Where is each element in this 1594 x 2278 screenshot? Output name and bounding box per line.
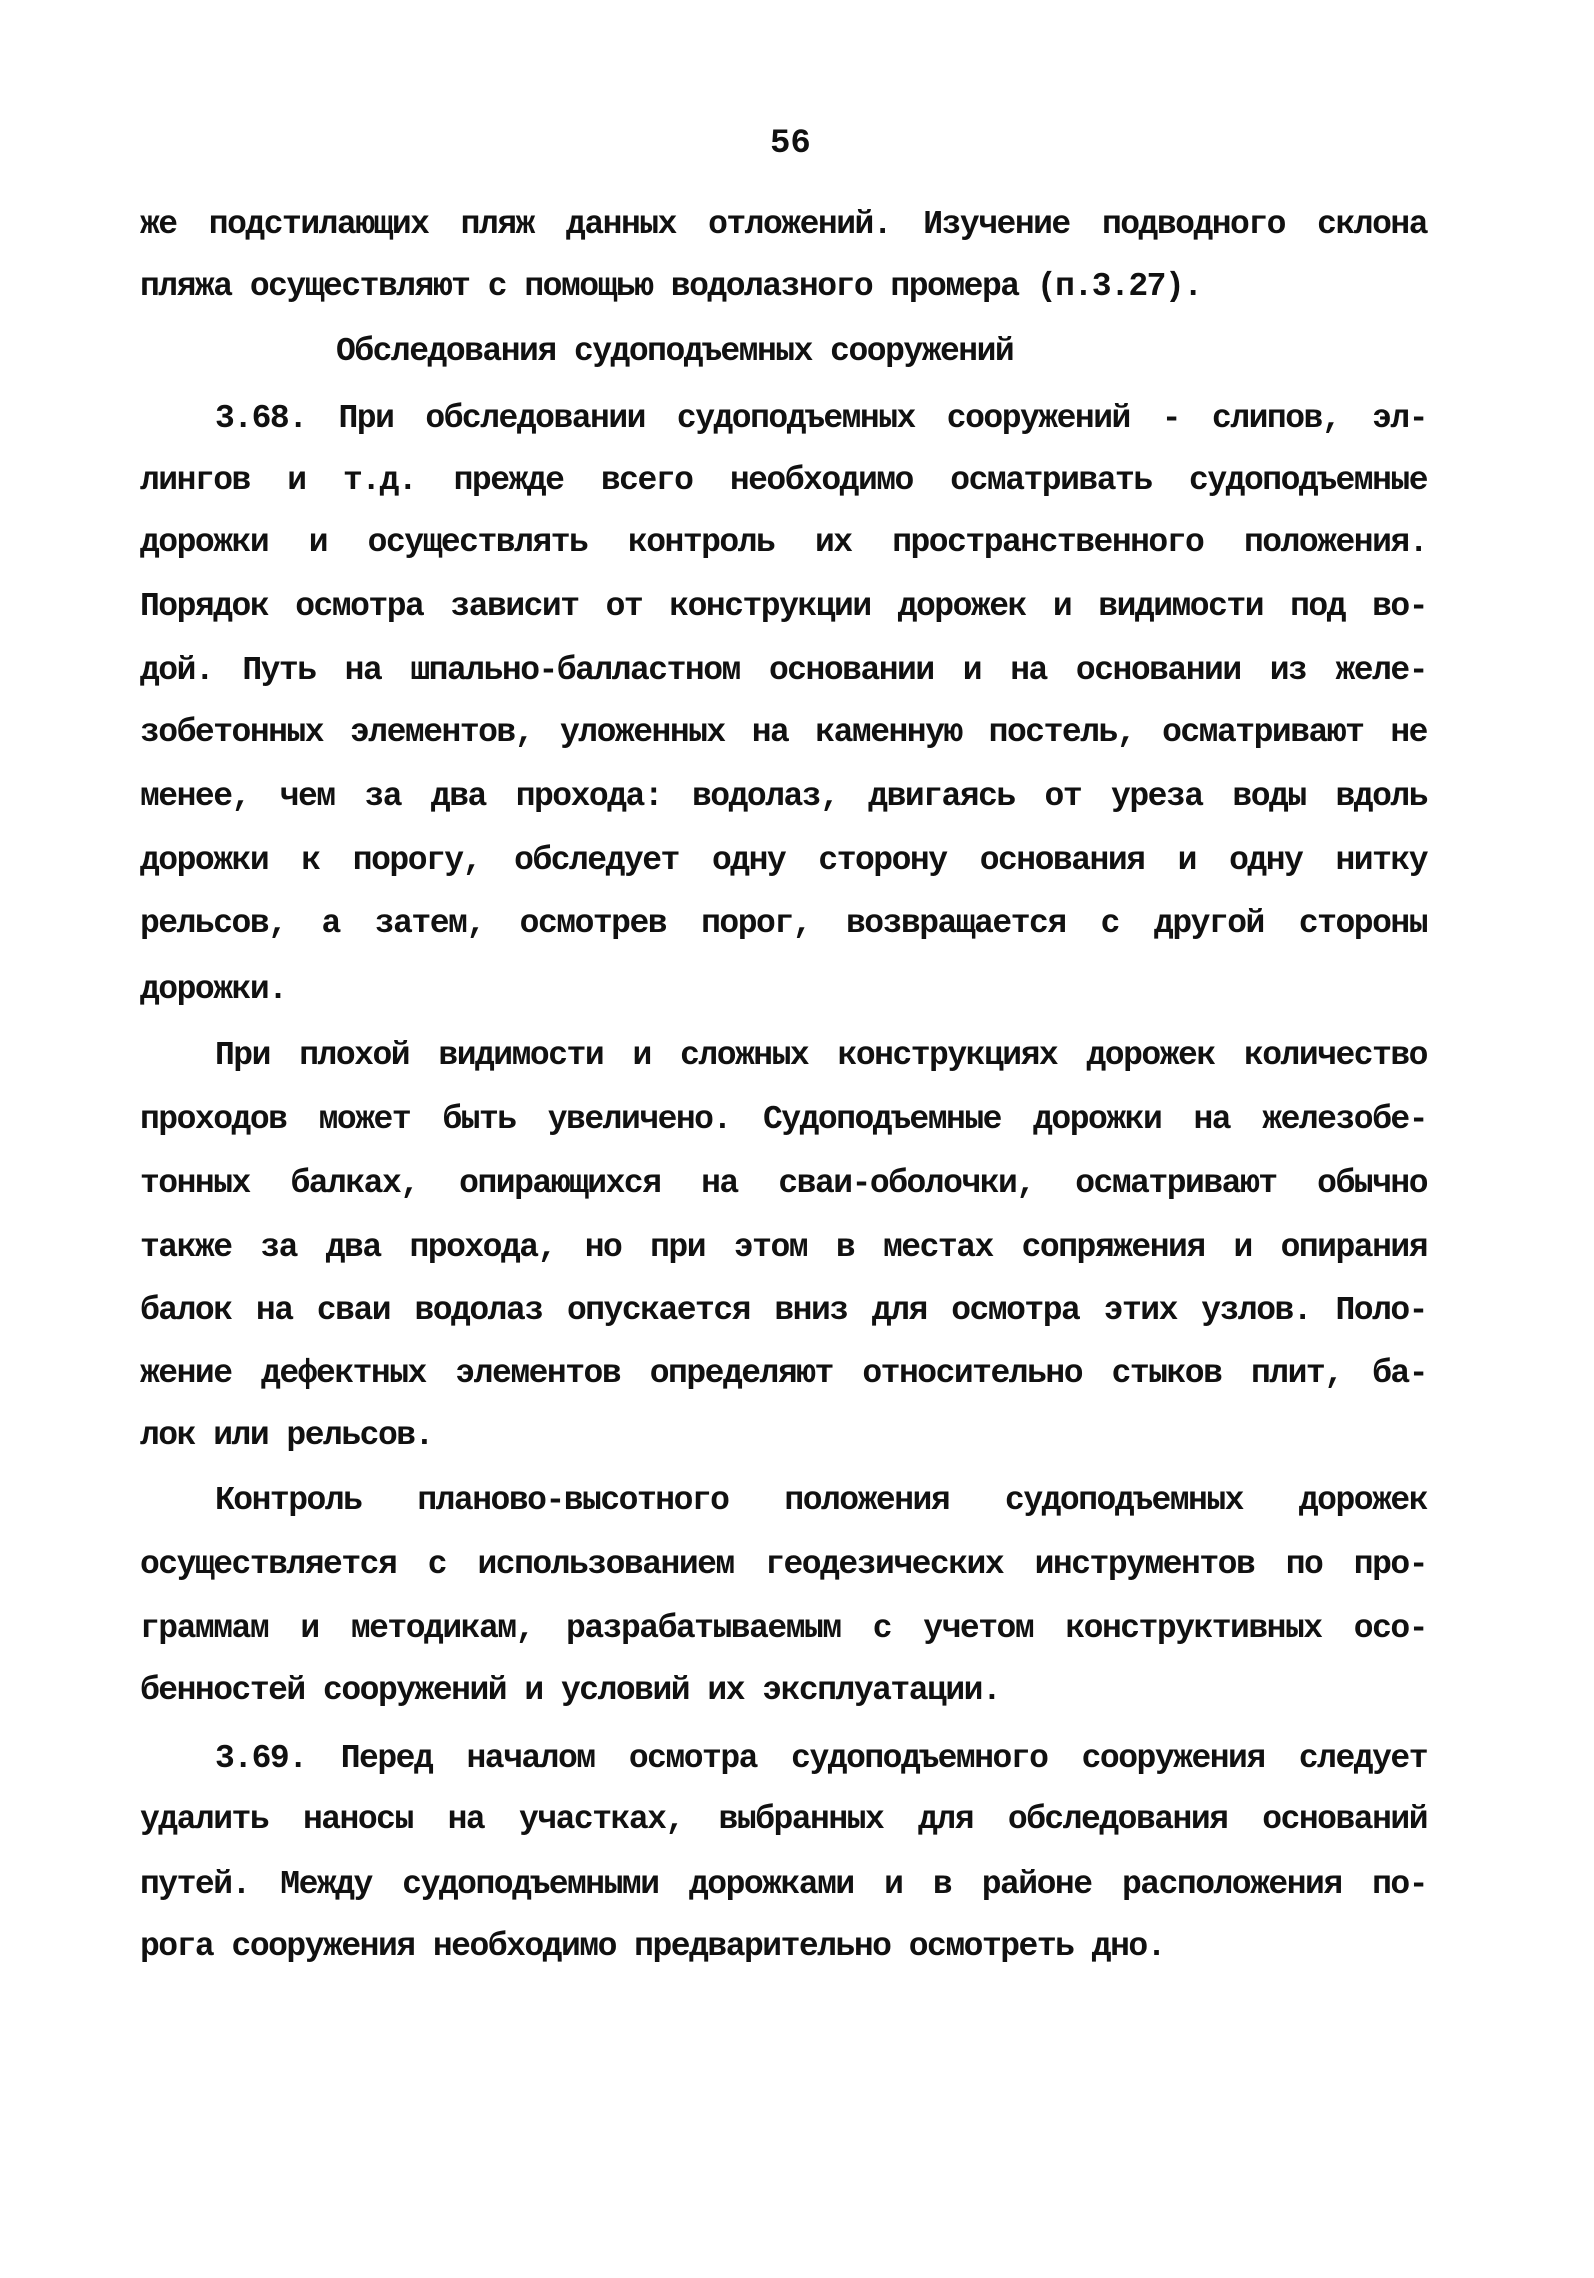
page-number: 56 bbox=[770, 125, 811, 163]
text-line: рога сооружения необходимо предварительно осмотреть дно. bbox=[140, 1928, 1165, 1965]
text-line: же подстилающих пляж данных отложений. Изучение подводного склона bbox=[140, 206, 1427, 243]
text-line: лингов и т.д. прежде всего необходимо осматривать судоподъемные bbox=[140, 462, 1427, 499]
text-line: При плохой видимости и сложных конструкциях дорожек количество bbox=[215, 1037, 1427, 1074]
text-line: проходов может быть увеличено. Судоподъемные дорожки на железобе- bbox=[140, 1101, 1427, 1138]
text-line: дорожки и осуществлять контроль их пространственного положения. bbox=[140, 524, 1427, 561]
text-line: балок на сваи водолаз опускается вниз для осмотра этих узлов. Поло- bbox=[140, 1292, 1427, 1329]
text-line: путей. Между судоподъемными дорожками и в районе расположения по- bbox=[140, 1866, 1427, 1903]
text-line: Порядок осмотра зависит от конструкции дорожек и видимости под во- bbox=[140, 588, 1427, 625]
text-line: осуществляется с использованием геодезических инструментов по про- bbox=[140, 1546, 1427, 1583]
text-line: зобетонных элементов, уложенных на каменную постель, осматривают не bbox=[140, 714, 1427, 751]
text-line: рельсов, а затем, осмотрев порог, возвращается с другой стороны bbox=[140, 905, 1427, 942]
text-line: менее, чем за два прохода: водолаз, двигаясь от уреза воды вдоль bbox=[140, 778, 1427, 815]
text-line: бенностей сооружений и условий их эксплуатации. bbox=[140, 1672, 1001, 1709]
text-line: 3.68. При обследовании судоподъемных сооружений - слипов, эл- bbox=[215, 400, 1427, 437]
text-line: граммам и методикам, разрабатываемым с учетом конструктивных осо- bbox=[140, 1610, 1427, 1647]
text-line: жение дефектных элементов определяют относительно стыков плит, ба- bbox=[140, 1355, 1427, 1392]
text-line: дой. Путь на шпально-балластном основании и на основании из желе- bbox=[140, 652, 1427, 689]
text-line: тонных балках, опирающихся на сваи-оболочки, осматривают обычно bbox=[140, 1165, 1427, 1202]
text-line: дорожки. bbox=[140, 971, 287, 1008]
text-line: также за два прохода, но при этом в местах сопряжения и опирания bbox=[140, 1229, 1427, 1266]
text-line: пляжа осуществляют с помощью водолазного промера (п.3.27). bbox=[140, 268, 1202, 305]
text-line: Контроль планово-высотного положения судоподъемных дорожек bbox=[215, 1482, 1427, 1519]
text-line: лок или рельсов. bbox=[140, 1417, 433, 1454]
section-heading: Обследования судоподъемных сооружений bbox=[336, 333, 1014, 370]
text-line: удалить наносы на участках, выбранных для обследования оснований bbox=[140, 1801, 1427, 1838]
text-line: 3.69. Перед началом осмотра судоподъемного сооружения следует bbox=[215, 1740, 1427, 1777]
text-line: дорожки к порогу, обследует одну сторону основания и одну нитку bbox=[140, 842, 1427, 879]
